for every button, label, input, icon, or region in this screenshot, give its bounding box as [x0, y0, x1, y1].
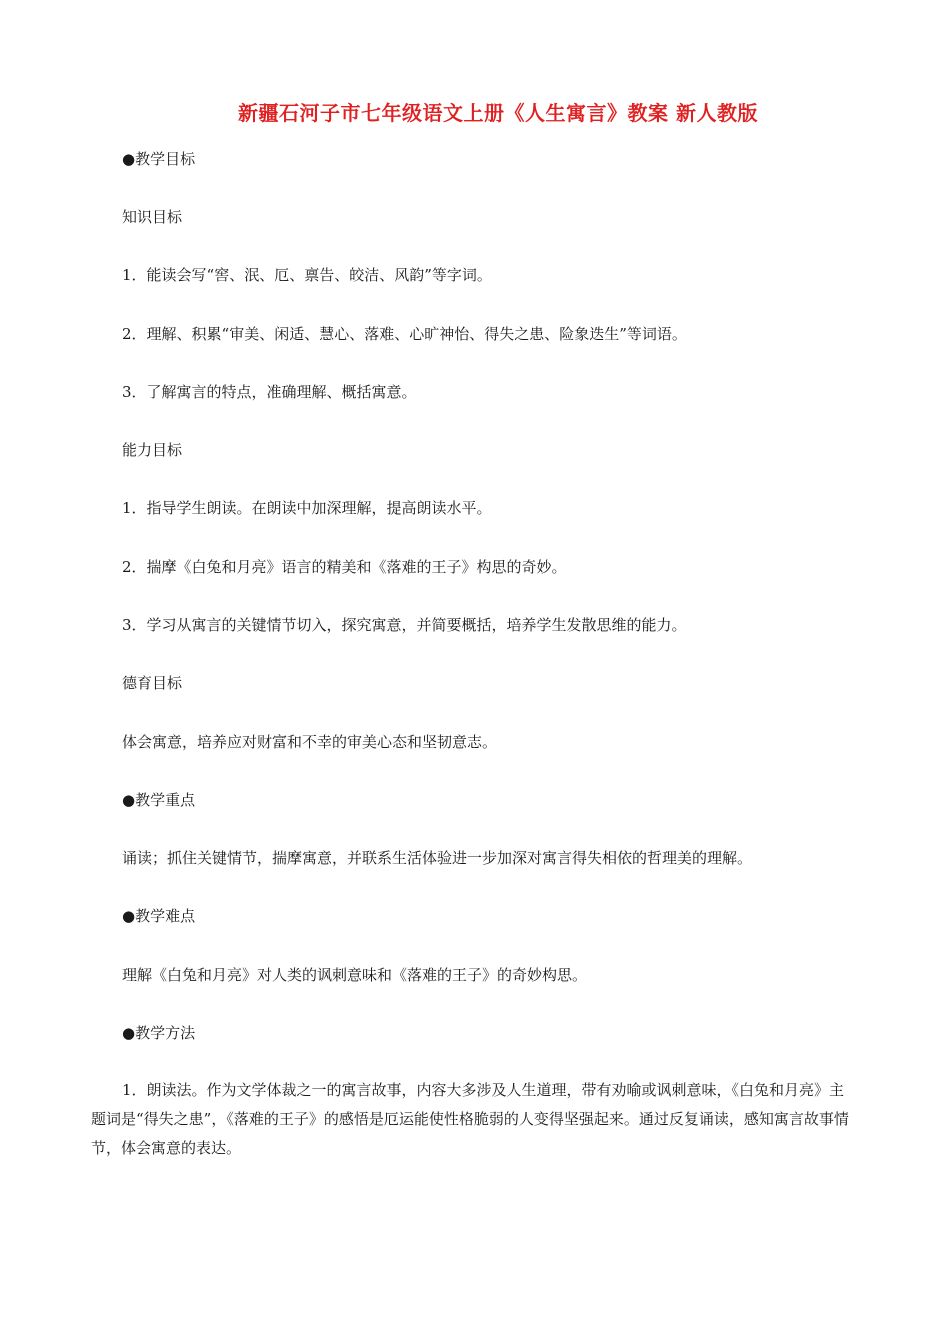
section-heading-key-points: ●教学重点 [122, 791, 196, 809]
difficult-points-text: 理解《白兔和月亮》对人类的讽刺意味和《落难的王子》的奇妙构思。 [122, 966, 588, 984]
subheading-ability-goals: 能力目标 [122, 441, 183, 459]
document-title: 新疆石河子市七年级语文上册《人生寓言》教案 新人教版 [238, 101, 758, 125]
ability-goal-3: 3．学习从寓言的关键情节切入，探究寓意，并简要概括，培养学生发散思维的能力。 [122, 616, 687, 634]
teaching-method-paragraph: 1．朗读法。作为文学体裁之一的寓言故事，内容大多涉及人生道理，带有劝喻或讽刺意味，《白兔和月亮》主题词是“得失之患”，《落难的王子》的感悟是厄运能使性格脆弱的人变得坚强起来。通过反复诵读，感知寓言故事情节，体会寓意的表达。 [91, 1081, 849, 1157]
key-points-text: 诵读；抓住关键情节，揣摩寓意，并联系生活体验进一步加深对寓言得失相依的哲理美的理解。 [122, 849, 753, 867]
moral-goal-text: 体会寓意，培养应对财富和不幸的审美心态和坚韧意志。 [122, 733, 498, 751]
section-heading-teaching-methods: ●教学方法 [122, 1024, 196, 1042]
knowledge-goal-3: 3．了解寓言的特点，准确理解、概括寓意。 [122, 383, 417, 401]
knowledge-goal-1: 1．能读会写“窖、泯、厄、禀告、皎洁、风韵”等字词。 [122, 266, 492, 284]
ability-goal-2: 2．揣摩《白兔和月亮》语言的精美和《落难的王子》构思的奇妙。 [122, 558, 567, 576]
subheading-moral-goals: 德育目标 [122, 674, 183, 692]
ability-goal-1: 1．指导学生朗读。在朗读中加深理解，提高朗读水平。 [122, 499, 492, 517]
section-heading-teaching-goals: ●教学目标 [122, 150, 196, 168]
subheading-knowledge-goals: 知识目标 [122, 208, 183, 226]
section-heading-difficult-points: ●教学难点 [122, 907, 196, 925]
knowledge-goal-2: 2．理解、积累“审美、闲适、慧心、落难、心旷神怡、得失之患、险象迭生”等词语。 [122, 325, 687, 343]
